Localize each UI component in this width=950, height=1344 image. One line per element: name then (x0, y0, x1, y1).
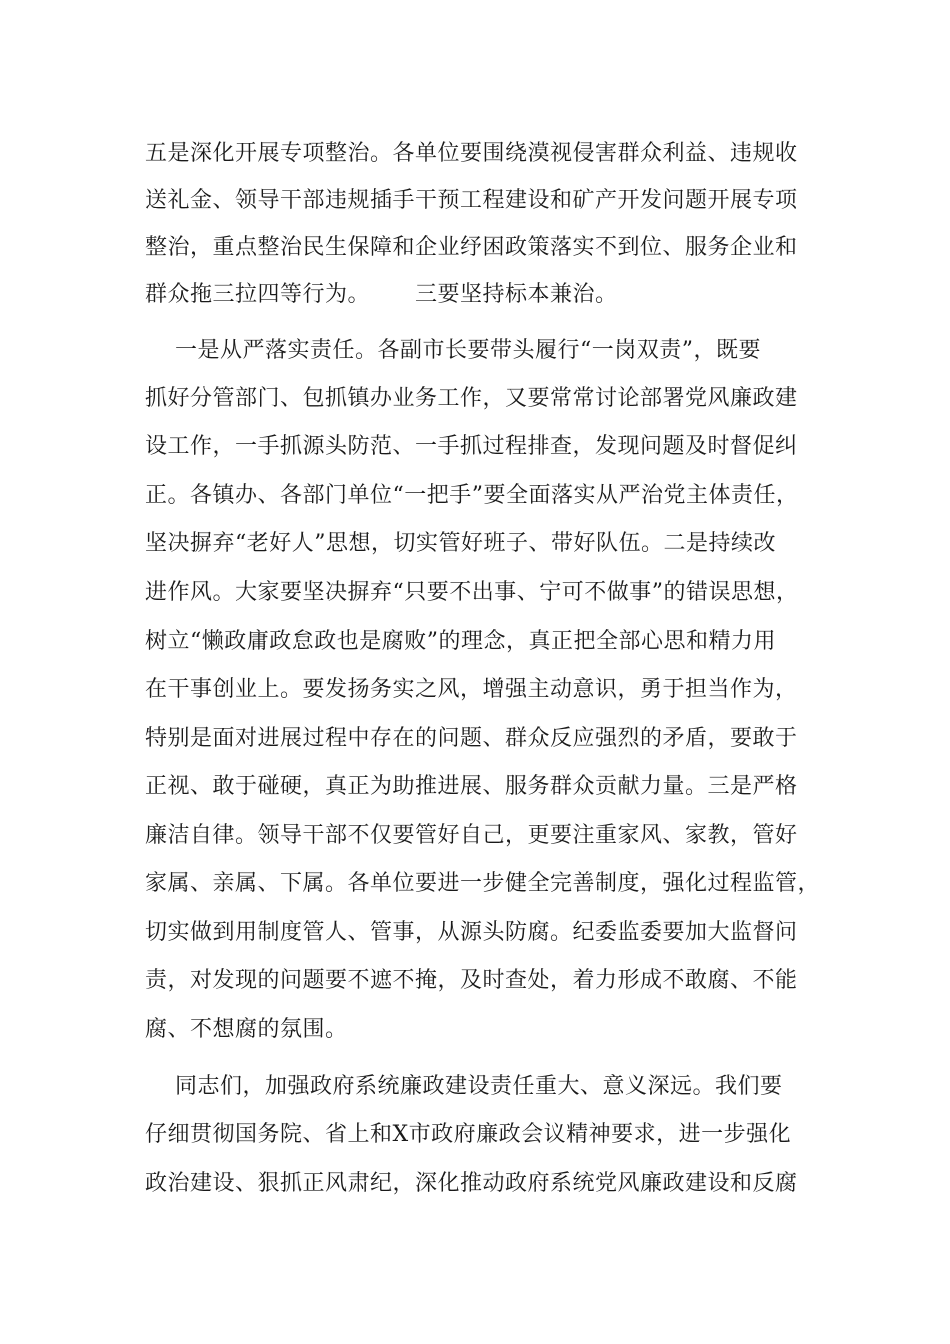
text-line: 五是深化开展专项整治。各单位要围绕漠视侵害群众利益、违规收 (145, 141, 798, 166)
text-line: 进作风。大家要坚决摒弃“只要不出事、宁可不做事”的错误思想， (145, 580, 799, 605)
text-line: 仔细贯彻国务院、省上和X市政府廉政会议精神要求，进一步强化 (145, 1122, 792, 1147)
text-line: 腐、不想腐的氛围。 (145, 1017, 348, 1042)
text-line: 特别是面对进展过程中存在的问题、群众反应强烈的矛盾，要敢于 (145, 726, 798, 751)
text-line: 抓好分管部门、包抓镇办业务工作，又要常常讨论部署党风廉政建 (145, 386, 798, 411)
text-line: 责，对发现的问题要不遮不掩，及时查处，着力形成不敢腐、不能 (145, 968, 798, 993)
text-line: 坚决摒弃“老好人”思想，切实管好班子、带好队伍。二是持续改 (145, 531, 776, 556)
text-line: 切实做到用制度管人、管事，从源头防腐。纪委监委要加大监督问 (145, 920, 798, 945)
text-line: 正。各镇办、各部门单位“一把手”要全面落实从严治党主体责任， (145, 483, 799, 508)
text-line: 同志们，加强政府系统廉政建设责任重大、意义深远。我们要 (145, 1074, 783, 1099)
text-line: 树立“懒政庸政怠政也是腐败”的理念，真正把全部心思和精力用 (145, 629, 776, 654)
text-line: 廉洁自律。领导干部不仅要管好自己，更要注重家风、家教，管好 (145, 823, 798, 848)
text-line: 正视、敢于碰硬，真正为助推进展、服务群众贡献力量。三是严格 (145, 774, 798, 799)
text-line: 设工作，一手抓源头防范、一手抓过程排查，发现问题及时督促纠 (145, 434, 798, 459)
text-line: 一是从严落实责任。各副市长要带头履行“一岗双责”，既要 (145, 338, 761, 363)
text-line: 群众拖三拉四等行为。 三要坚持标本兼治。 (145, 282, 618, 307)
text-line: 在干事创业上。要发扬务实之风，增强主动意识，勇于担当作为， (145, 677, 798, 702)
text-line: 整治，重点整治民生保障和企业纾困政策落实不到位、服务企业和 (145, 235, 798, 260)
text-line: 政治建设、狠抓正风肃纪，深化推动政府系统党风廉政建设和反腐 (145, 1171, 798, 1196)
text-line: 送礼金、领导干部违规插手干预工程建设和矿产开发问题开展专项 (145, 188, 798, 213)
text-line: 家属、亲属、下属。各单位要进一步健全完善制度，强化过程监管， (145, 871, 821, 896)
